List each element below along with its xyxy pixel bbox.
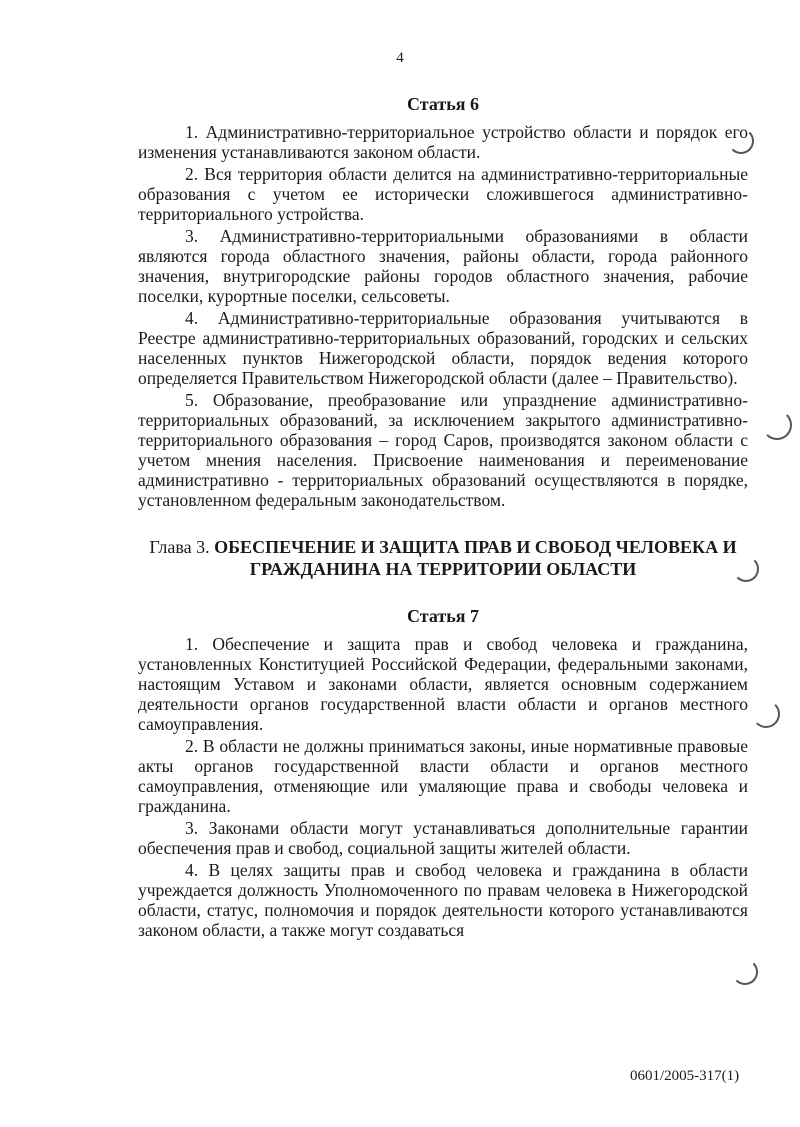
punch-hole-mark-icon	[752, 700, 780, 728]
chapter-3-heading	[138, 536, 748, 580]
document-body	[138, 94, 748, 942]
punch-hole-mark-icon	[733, 556, 759, 582]
punch-hole-mark-icon	[762, 410, 792, 440]
chapter-3-title: ОБЕСПЕЧЕНИЕ И ЗАЩИТА ПРАВ И СВОБОД ЧЕЛОВЕКА И ГРАЖДАНИНА НА ТЕРРИТОРИИ ОБЛАСТИ	[214, 537, 737, 579]
article-6-title: Статья 6	[407, 94, 479, 114]
article-7-paragraph-3: 3. Законами области могут устанавливаться дополнительные гарантии обеспечения прав и свобод, социальной защиты жителей области.	[138, 818, 748, 858]
article-6-paragraph-2: 2. Вся территория области делится на административно-территориальные образования с учетом ее исторически сложившегося административно-территориального устройства.	[138, 164, 748, 224]
page-number: 4	[396, 50, 404, 66]
chapter-3-prefix: Глава 3.	[149, 537, 215, 557]
article-7-title: Статья 7	[407, 606, 479, 626]
article-7-paragraph-4: 4. В целях защиты прав и свобод человека и гражданина в области учреждается должность Уполномоченного по правам человека в Нижегородской области, статус, полномочия и порядок деятельности которого устанавливаются законом области, а также могут создаваться	[138, 860, 748, 940]
article-6-paragraph-4: 4. Административно-территориальные образования учитываются в Реестре административно-территориальных образований, городских и сельских населенных пунктов Нижегородской области, порядок ведения которого определяется Правительством Нижегородской области (далее – Правительство).	[138, 308, 748, 388]
article-6-paragraph-5: 5. Образование, преобразование или упразднение административно-территориальных образований, за исключением закрытого административно-территориального образования – город Саров, производятся законом области с учетом мнения населения. Присвоение наименования и переименование административно - территориальных образований осуществляются в порядке, установленном федеральным законодательством.	[138, 390, 748, 510]
document-code: 0601/2005-317(1)	[630, 1068, 740, 1084]
article-6-paragraph-1: 1. Административно-территориальное устройство области и порядок его изменения устанавливаются законом области.	[138, 122, 748, 162]
punch-hole-mark-icon	[732, 959, 758, 985]
article-7-paragraph-2: 2. В области не должны приниматься законы, иные нормативные правовые акты органов государственной власти области и органов местного самоуправления, отменяющие или умаляющие права и свободы человека и гражданина.	[138, 736, 748, 816]
article-7-paragraph-1: 1. Обеспечение и защита прав и свобод человека и гражданина, установленных Конституцией Российской Федерации, федеральными законами, настоящим Уставом и законами области, является основным содержанием деятельности органов государственной власти области и органов местного самоуправления.	[138, 634, 748, 734]
punch-hole-mark-icon	[728, 128, 754, 154]
article-6-paragraph-3: 3. Административно-территориальными образованиями в области являются города областного значения, районы области, города районного значения, внутригородские районы городов областного значения, рабочие поселки, курортные поселки, сельсоветы.	[138, 226, 748, 306]
